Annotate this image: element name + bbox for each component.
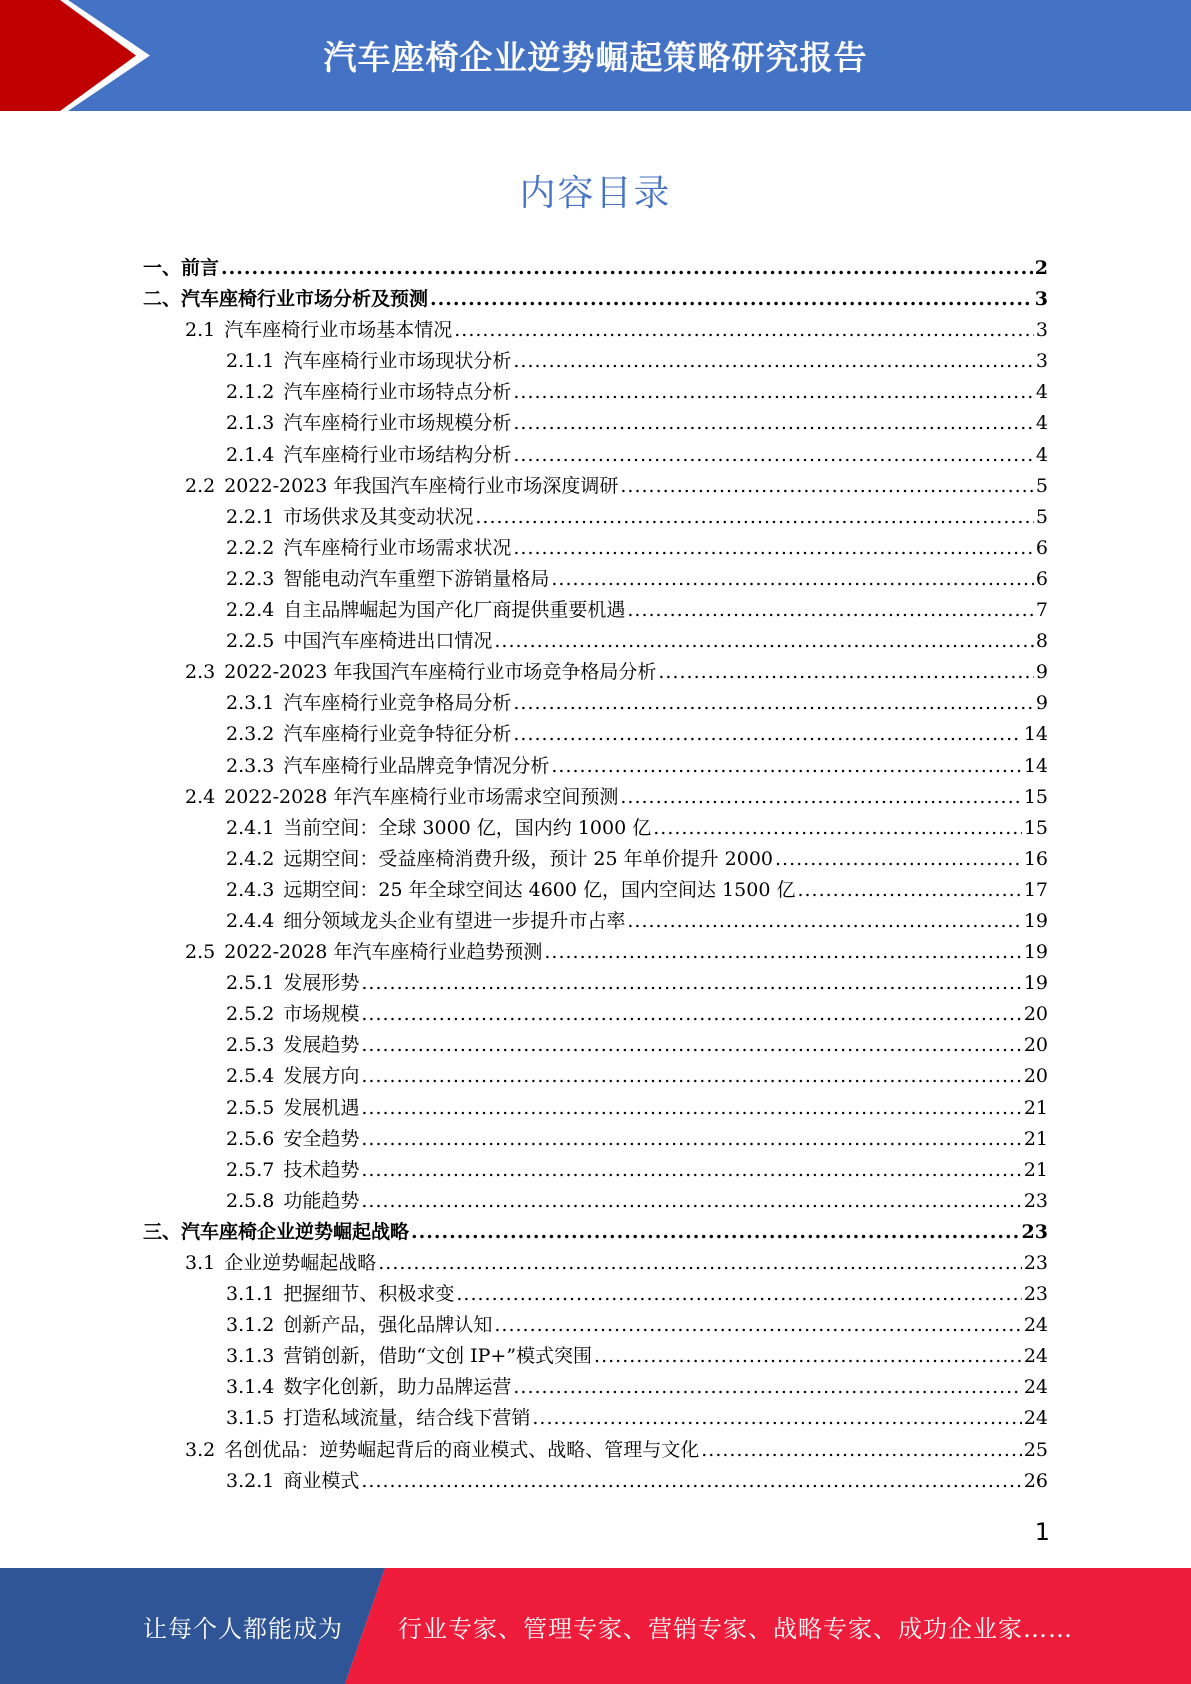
toc-entry[interactable] <box>143 688 1048 719</box>
toc-entry[interactable] <box>143 1466 1048 1497</box>
toc-entry-page: 24 <box>1023 1314 1048 1337</box>
toc-entry-page: 9 <box>1035 661 1048 684</box>
toc-dot-leader <box>551 751 1021 782</box>
toc-heading: 内容目录 <box>519 173 672 214</box>
toc-dot-leader <box>551 564 1034 595</box>
toc-entry-page: 14 <box>1023 754 1048 777</box>
toc-entry-page: 4 <box>1035 443 1048 466</box>
toc-dot-leader <box>513 377 1034 408</box>
toc-entry-number: 2.4.1 <box>226 816 275 839</box>
toc-entry-number: 2.5.5 <box>226 1096 275 1119</box>
toc-entry-page: 4 <box>1035 412 1048 435</box>
toc-dot-leader <box>430 284 1033 315</box>
toc-entry-title: 市场供求及其变动状况 <box>283 505 474 528</box>
toc-entry-number: 2.3.3 <box>226 754 275 777</box>
toc-entry[interactable] <box>143 1310 1048 1341</box>
toc-entry-number: 2.4 <box>185 785 216 808</box>
toc-entry-number: 3.1.1 <box>226 1283 275 1306</box>
toc-dot-leader <box>361 1466 1021 1497</box>
footer-slogan-right: 行业专家、管理专家、营销专家、战略专家、成功企业家…… <box>398 1614 1073 1643</box>
toc-entry-title: 打造私域流量，结合线下营销 <box>283 1407 531 1430</box>
toc-entry-title: 当前空间：全球 3000 亿，国内约 1000 亿 <box>283 816 652 839</box>
toc-dot-leader <box>797 875 1021 906</box>
toc-entry-title: 名创优品：逆势崛起背后的商业模式、战略、管理与文化 <box>224 1438 700 1461</box>
toc-entry-title: 商业模式 <box>283 1469 360 1492</box>
toc-entry-title: 汽车座椅行业市场分析及预测 <box>181 288 429 311</box>
toc-entry[interactable] <box>143 1155 1048 1186</box>
toc-entry-page: 5 <box>1035 505 1048 528</box>
toc-entry[interactable] <box>143 1435 1048 1466</box>
toc-entry-title: 汽车座椅企业逆势崛起战略 <box>181 1220 410 1243</box>
toc-dot-leader <box>627 906 1021 937</box>
toc-entry-page: 7 <box>1035 599 1048 622</box>
toc-entry-number: 2.2.5 <box>226 630 275 653</box>
header-bar <box>0 0 1191 111</box>
toc-entry-number: 2.3.1 <box>226 692 275 715</box>
toc-dot-leader <box>361 1030 1021 1061</box>
toc-entry-page: 20 <box>1023 1034 1048 1057</box>
toc-dot-leader <box>361 999 1021 1030</box>
toc-entry-page: 19 <box>1023 909 1048 932</box>
toc-entry-page: 23 <box>1023 1252 1048 1274</box>
toc-dot-leader <box>456 1279 1021 1310</box>
toc-entry[interactable] <box>143 408 1048 439</box>
toc-dot-leader <box>411 1217 1020 1248</box>
toc-dot-leader <box>701 1435 1022 1466</box>
toc-entry[interactable] <box>143 1248 1048 1279</box>
toc-dot-leader <box>513 533 1034 564</box>
footer-banner <box>0 1568 1191 1684</box>
toc-entry-number: 2.5.4 <box>226 1065 275 1088</box>
toc-entry[interactable] <box>143 1403 1048 1434</box>
toc-entry-title: 安全趋势 <box>283 1127 360 1150</box>
page-number: 1 <box>1034 1518 1050 1546</box>
toc-entry-number: 3.1.3 <box>226 1345 275 1368</box>
toc-dot-leader <box>513 1372 1021 1403</box>
toc-entry-title: 2022-2028 年汽车座椅行业趋势预测 <box>224 941 543 964</box>
toc-entry[interactable] <box>143 1217 1048 1248</box>
toc-dot-leader <box>475 502 1034 533</box>
toc-entry-title: 汽车座椅行业品牌竞争情况分析 <box>283 754 550 777</box>
toc-entry[interactable] <box>143 937 1048 968</box>
toc-dot-leader <box>221 253 1033 284</box>
toc-entry[interactable] <box>143 875 1048 906</box>
toc-dot-leader <box>594 1341 1022 1372</box>
red-chevron-icon <box>0 0 160 111</box>
toc-entry[interactable] <box>143 1124 1048 1155</box>
toc-entry-page: 23 <box>1023 1189 1048 1212</box>
toc-entry[interactable] <box>143 782 1048 813</box>
toc-dot-leader <box>361 1061 1021 1092</box>
toc-dot-leader <box>494 626 1034 657</box>
toc-entry-title: 发展趋势 <box>283 1034 360 1057</box>
table-of-contents <box>143 253 1048 1497</box>
toc-entry[interactable] <box>143 346 1048 377</box>
toc-entry[interactable] <box>143 626 1048 657</box>
toc-dot-leader <box>361 1155 1021 1186</box>
toc-entry-title: 远期空间：25 年全球空间达 4600 亿，国内空间达 1500 亿 <box>283 878 796 901</box>
toc-dot-leader <box>620 782 1021 813</box>
toc-entry[interactable] <box>143 751 1048 782</box>
toc-entry-number: 2.1.3 <box>226 412 275 435</box>
toc-entry[interactable] <box>143 1341 1048 1372</box>
toc-entry[interactable] <box>143 1093 1048 1124</box>
toc-entry-number: 一、 <box>143 257 182 279</box>
toc-entry[interactable] <box>143 502 1048 533</box>
toc-dot-leader <box>775 844 1022 875</box>
toc-entry-number: 2.2 <box>185 474 216 497</box>
toc-entry-title: 汽车座椅行业竞争特征分析 <box>283 723 512 746</box>
toc-dot-leader <box>454 315 1034 346</box>
toc-entry-number: 二、 <box>143 288 182 311</box>
toc-entry[interactable] <box>143 813 1048 844</box>
toc-entry[interactable] <box>143 1061 1048 1092</box>
toc-dot-leader <box>361 968 1021 999</box>
toc-entry-number: 3.2 <box>185 1438 216 1461</box>
report-title: 汽车座椅企业逆势崛起策略研究报告 <box>323 38 868 77</box>
toc-entry-page: 23 <box>1021 1220 1048 1243</box>
toc-entry-page: 3 <box>1034 288 1048 311</box>
toc-entry[interactable] <box>143 253 1048 284</box>
toc-dot-leader <box>361 1093 1021 1124</box>
toc-entry-page: 2 <box>1034 257 1048 279</box>
toc-entry[interactable] <box>143 968 1048 999</box>
toc-entry-title: 汽车座椅行业市场基本情况 <box>224 319 453 342</box>
toc-entry-page: 8 <box>1035 630 1048 653</box>
toc-entry[interactable] <box>143 1030 1048 1061</box>
toc-entry-title: 市场规模 <box>283 1003 360 1026</box>
toc-dot-leader <box>361 1124 1021 1155</box>
toc-entry-title: 2022-2023 年我国汽车座椅行业市场竞争格局分析 <box>224 661 657 684</box>
toc-entry-title: 企业逆势崛起战略 <box>224 1252 377 1274</box>
toc-entry[interactable] <box>143 315 1048 346</box>
toc-entry-page: 24 <box>1023 1376 1048 1399</box>
toc-entry[interactable] <box>143 719 1048 750</box>
toc-entry-page: 14 <box>1023 723 1048 746</box>
toc-entry[interactable] <box>143 1186 1048 1217</box>
toc-entry-number: 2.3 <box>185 661 216 684</box>
toc-entry-title: 中国汽车座椅进出口情况 <box>283 630 493 653</box>
toc-entry-number: 2.5 <box>185 941 216 964</box>
toc-dot-leader <box>544 937 1021 968</box>
toc-entry-page: 6 <box>1035 567 1048 590</box>
toc-entry[interactable] <box>143 377 1048 408</box>
toc-entry-number: 2.5.1 <box>226 972 275 995</box>
toc-entry[interactable] <box>143 595 1048 626</box>
toc-entry-page: 5 <box>1035 474 1048 497</box>
toc-entry-number: 三、 <box>143 1220 182 1243</box>
toc-entry-title: 功能趋势 <box>283 1189 360 1212</box>
toc-entry-page: 19 <box>1023 941 1048 964</box>
toc-entry-number: 2.5.7 <box>226 1158 275 1181</box>
toc-dot-leader <box>532 1403 1021 1434</box>
toc-dot-leader <box>513 408 1034 439</box>
toc-entry-page: 23 <box>1023 1283 1048 1306</box>
toc-entry-number: 3.1.5 <box>226 1407 275 1430</box>
toc-entry-number: 2.5.8 <box>226 1189 275 1212</box>
toc-entry-title: 自主品牌崛起为国产化厂商提供重要机遇 <box>283 599 626 622</box>
toc-entry-title: 远期空间：受益座椅消费升级，预计 25 年单价提升 2000 <box>283 847 774 870</box>
toc-entry-title: 汽车座椅行业市场现状分析 <box>283 350 512 373</box>
toc-entry-page: 25 <box>1023 1438 1048 1461</box>
toc-entry-page: 15 <box>1023 785 1048 808</box>
toc-dot-leader <box>513 346 1034 377</box>
toc-entry-page: 19 <box>1023 972 1048 995</box>
toc-entry-number: 2.4.2 <box>226 847 275 870</box>
toc-entry-number: 2.5.3 <box>226 1034 275 1057</box>
toc-entry-title: 汽车座椅行业市场需求状况 <box>283 536 512 559</box>
toc-dot-leader <box>494 1310 1021 1341</box>
toc-entry[interactable] <box>143 440 1048 471</box>
toc-entry-page: 21 <box>1023 1096 1048 1119</box>
toc-entry-title: 数字化创新，助力品牌运营 <box>283 1376 512 1399</box>
toc-entry[interactable] <box>143 999 1048 1030</box>
toc-dot-leader <box>513 688 1034 719</box>
toc-entry-number: 2.1.1 <box>226 350 275 373</box>
toc-entry-page: 4 <box>1035 381 1048 404</box>
toc-entry-title: 营销创新，借助“文创 IP+”模式突围 <box>283 1345 593 1368</box>
toc-entry[interactable] <box>143 471 1048 502</box>
toc-dot-leader <box>513 440 1034 471</box>
toc-entry-page: 16 <box>1023 847 1048 870</box>
toc-dot-leader <box>627 595 1034 626</box>
toc-entry-number: 2.2.3 <box>226 567 275 590</box>
toc-entry-page: 24 <box>1023 1345 1048 1368</box>
toc-entry[interactable] <box>143 564 1048 595</box>
toc-entry-title: 把握细节、积极求变 <box>283 1283 455 1306</box>
toc-entry-number: 3.1.4 <box>226 1376 275 1399</box>
toc-entry-number: 2.4.4 <box>226 909 275 932</box>
toc-entry-number: 2.1.4 <box>226 443 275 466</box>
toc-dot-leader <box>361 1186 1021 1217</box>
toc-entry-title: 汽车座椅行业市场结构分析 <box>283 443 512 466</box>
toc-entry-number: 3.2.1 <box>226 1469 275 1492</box>
toc-entry-page: 3 <box>1035 319 1048 342</box>
toc-entry-page: 17 <box>1023 878 1048 901</box>
toc-entry[interactable] <box>143 284 1048 315</box>
toc-entry-title: 汽车座椅行业市场特点分析 <box>283 381 512 404</box>
toc-dot-leader <box>653 813 1022 844</box>
toc-entry[interactable] <box>143 1372 1048 1403</box>
toc-entry[interactable] <box>143 1279 1048 1310</box>
toc-entry-title: 汽车座椅行业竞争格局分析 <box>283 692 512 715</box>
toc-entry-title: 发展机遇 <box>283 1096 360 1119</box>
toc-dot-leader <box>620 471 1034 502</box>
toc-entry[interactable] <box>143 906 1048 937</box>
toc-entry-page: 3 <box>1035 350 1048 373</box>
toc-entry-page: 21 <box>1023 1127 1048 1150</box>
footer-slogan-left: 让每个人都能成为 <box>143 1614 343 1643</box>
toc-entry-title: 汽车座椅行业市场规模分析 <box>283 412 512 435</box>
toc-entry-number: 2.1.2 <box>226 381 275 404</box>
toc-entry-number: 2.2.1 <box>226 505 275 528</box>
toc-entry-number: 2.5.6 <box>226 1127 275 1150</box>
toc-dot-leader <box>513 719 1021 750</box>
toc-entry-page: 20 <box>1023 1003 1048 1026</box>
toc-entry-number: 2.5.2 <box>226 1003 275 1026</box>
toc-entry-title: 2022-2028 年汽车座椅行业市场需求空间预测 <box>224 785 619 808</box>
toc-entry-page: 15 <box>1023 816 1048 839</box>
toc-entry-number: 2.3.2 <box>226 723 275 746</box>
toc-entry-number: 2.1 <box>185 319 216 342</box>
toc-entry-title: 技术趋势 <box>283 1158 360 1181</box>
toc-entry-page: 26 <box>1023 1469 1048 1492</box>
toc-entry-page: 9 <box>1035 692 1048 715</box>
toc-entry-page: 21 <box>1023 1158 1048 1181</box>
toc-entry-number: 2.4.3 <box>226 878 275 901</box>
toc-entry-title: 发展形势 <box>283 972 360 995</box>
toc-entry-number: 2.2.2 <box>226 536 275 559</box>
toc-entry-title: 智能电动汽车重塑下游销量格局 <box>283 567 550 590</box>
toc-entry-number: 2.2.4 <box>226 599 275 622</box>
toc-entry-title: 创新产品，强化品牌认知 <box>283 1314 493 1337</box>
toc-dot-leader <box>378 1248 1022 1279</box>
toc-entry-title: 前言 <box>181 257 220 279</box>
toc-entry-number: 3.1 <box>185 1252 216 1274</box>
toc-entry-page: 24 <box>1023 1407 1048 1430</box>
toc-entry-page: 20 <box>1023 1065 1048 1088</box>
toc-entry[interactable] <box>143 533 1048 564</box>
toc-entry-title: 发展方向 <box>283 1065 360 1088</box>
toc-dot-leader <box>658 657 1034 688</box>
toc-entry-page: 6 <box>1035 536 1048 559</box>
toc-entry[interactable] <box>143 844 1048 875</box>
toc-entry-title: 细分领域龙头企业有望进一步提升市占率 <box>283 909 626 932</box>
toc-entry[interactable] <box>143 657 1048 688</box>
toc-entry-number: 3.1.2 <box>226 1314 275 1337</box>
toc-entry-title: 2022-2023 年我国汽车座椅行业市场深度调研 <box>224 474 619 497</box>
